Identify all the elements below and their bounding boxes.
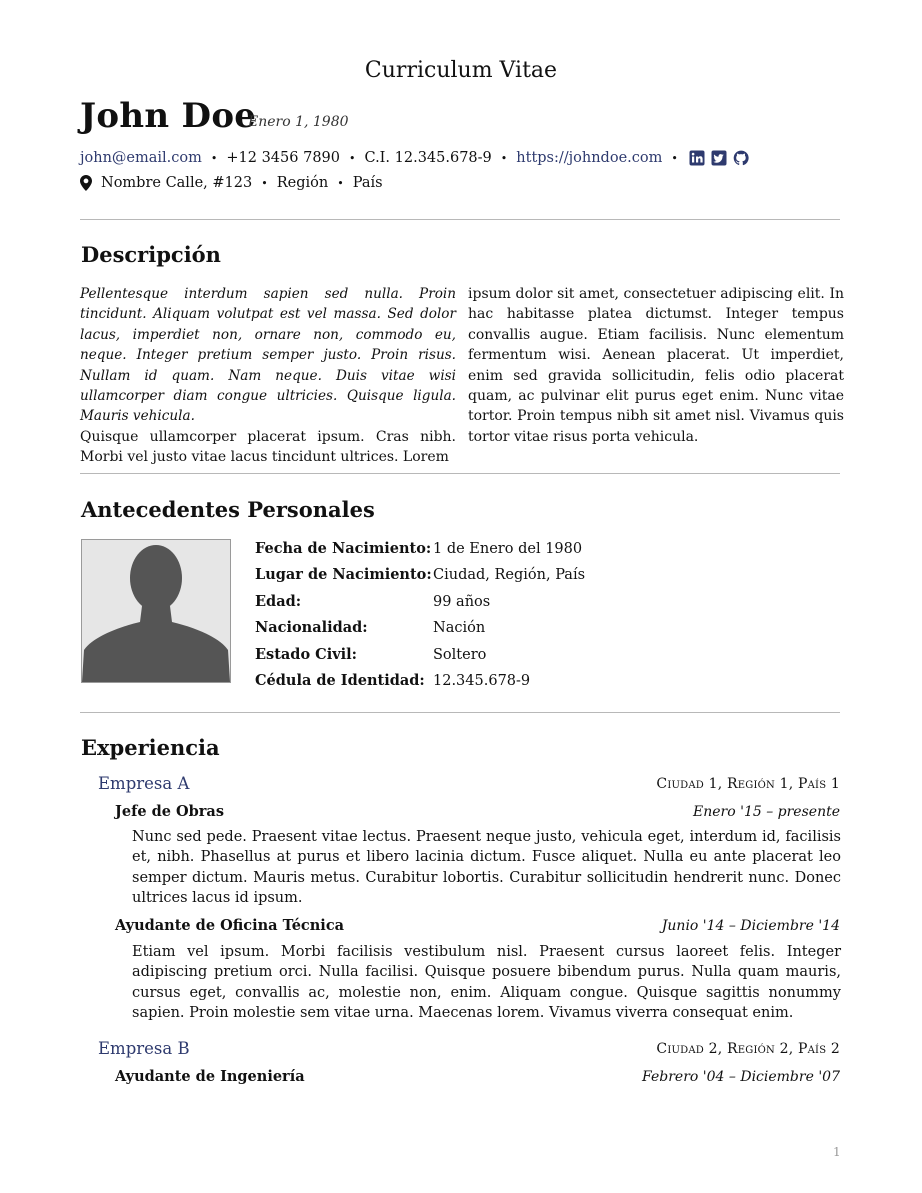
company-location: Ciudad 1, Región 1, País 1 (656, 776, 840, 792)
info-label: Nacionalidad: (255, 619, 368, 637)
separator: • (261, 176, 268, 190)
info-row (255, 536, 585, 562)
divider (80, 473, 840, 474)
profile-photo (81, 539, 231, 683)
company-name: Empresa B (98, 1039, 190, 1058)
phone: +12 3456 7890 (226, 150, 340, 166)
separator: • (500, 151, 508, 165)
info-row (255, 615, 585, 641)
info-label: Edad: (255, 592, 302, 610)
job-period: Enero '15 – presente (693, 804, 840, 820)
contact-line (80, 150, 749, 166)
job-role: Ayudante de Ingeniería (115, 1068, 305, 1085)
job-description: Nunc sed pede. Praesent vitae lectus. Praesent neque justo, vehicula eget, interdum id, facilisis et, nibh. Phasellus at purus et libero lacinia dictum. Fusce aliquet. Nulla eu ante placerat leo semper dictum. Mauris metus. Curabitur lobortis. Curabitur sollicitudin hendrerit nunc. Donec ultrices lacus id ipsum. (132, 829, 841, 907)
description-italic: Pellentesque interdum sapien sed nulla. Proin tincidunt. Aliquam volutpat est vel massa. Sed dolor lacus, imperdiet non, ornare non, commodo eu, neque. Integer pretium semper justo. Proin risus. Nullam id quam. Nam neque. Duis vitae wisi ullamcorper diam congue ultricies. Quisque ligula. Mauris vehicula. (80, 286, 456, 425)
info-label: Estado Civil: (255, 645, 358, 663)
section-title-description: Descripción (81, 242, 221, 267)
divider (80, 219, 840, 220)
description-text-left: Quisque ullamcorper placerat ipsum. Cras nibh. Morbi vel justo vitae lacus tincidunt ultrices. Lorem (80, 428, 456, 466)
job-description: Etiam vel ipsum. Morbi facilisis vestibulum nisl. Praesent cursus laoreet felis. Integer adipiscing pretium orci. Nulla facilisi. Quisque posuere bibendum purus. Nulla quam mauris, cursus eget, convallis ac, molestie non, enim. Aliquam congue. Quisque sagittis nonummy sapien. Proin molestie sem vitae urna. Maecenas lorem. Vivamus viverra consequat enim. (132, 944, 841, 1022)
email-link[interactable]: john@email.com (80, 150, 202, 166)
divider (80, 712, 840, 713)
job-period: Febrero '04 – Diciembre '07 (642, 1069, 840, 1085)
company-location: Ciudad 2, Región 2, País 2 (656, 1041, 840, 1057)
job-period: Junio '14 – Diciembre '14 (661, 918, 840, 934)
job-role: Jefe de Obras (115, 803, 224, 820)
info-row (255, 642, 585, 668)
info-row (255, 562, 585, 588)
info-value: Ciudad, Región, País (433, 567, 586, 584)
company-name: Empresa A (98, 774, 190, 793)
info-value: 12.345.678-9 (433, 673, 531, 690)
info-row (255, 589, 585, 615)
info-value: 99 años (433, 593, 491, 610)
description-text-right: ipsum dolor sit amet, consectetuer adipiscing elit. In hac habitasse platea dictumst. Integer tempus convallis augue. Etiam facilisis. Nunc elementum fermentum wisi. Aenean placerat. Ut imperdiet, enim sed gravida sollicitudin, felis odio placerat quam, ac pulvinar elit purus eget enim. Nunc vitae tortor. Proin tempus nibh sit amet nisl. Vivamus quis tortor vitae risus porta vehicula. (468, 286, 844, 445)
address: Nombre Calle, #123 (101, 175, 253, 191)
description-left-column (80, 284, 456, 468)
address-line (80, 175, 383, 191)
separator: • (337, 176, 344, 190)
github-icon[interactable] (733, 150, 749, 166)
birth-date: Enero 1, 1980 (248, 114, 349, 130)
page-number: 1 (833, 1145, 841, 1159)
info-value: Nación (433, 620, 486, 637)
separator: • (671, 151, 678, 165)
twitter-icon[interactable] (711, 150, 727, 166)
website-link[interactable]: https://johndoe.com (516, 150, 663, 166)
section-title-personal: Antecedentes Personales (81, 497, 375, 522)
separator: • (210, 151, 218, 165)
info-row (255, 668, 585, 694)
description-right-column (468, 284, 844, 447)
info-label: Fecha de Nacimiento: (255, 540, 432, 557)
section-title-experience: Experiencia (81, 735, 220, 760)
country: País (352, 175, 383, 191)
document-title: Curriculum Vitae (364, 58, 558, 83)
personal-info-table (255, 536, 585, 694)
map-marker-icon (80, 175, 92, 191)
id-number: C.I. 12.345.678-9 (364, 150, 492, 166)
linkedin-icon[interactable] (689, 150, 705, 166)
separator: • (349, 151, 356, 165)
job-role: Ayudante de Oficina Técnica (115, 917, 345, 934)
person-silhouette-icon (82, 540, 230, 682)
info-value: Soltero (433, 646, 487, 663)
info-label: Lugar de Nacimiento: (255, 566, 432, 584)
social-links (689, 150, 749, 166)
info-value: 1 de Enero del 1980 (433, 541, 583, 557)
info-label: Cédula de Identidad: (255, 672, 425, 690)
region: Región (276, 175, 329, 191)
person-name: John Doe (80, 96, 257, 136)
